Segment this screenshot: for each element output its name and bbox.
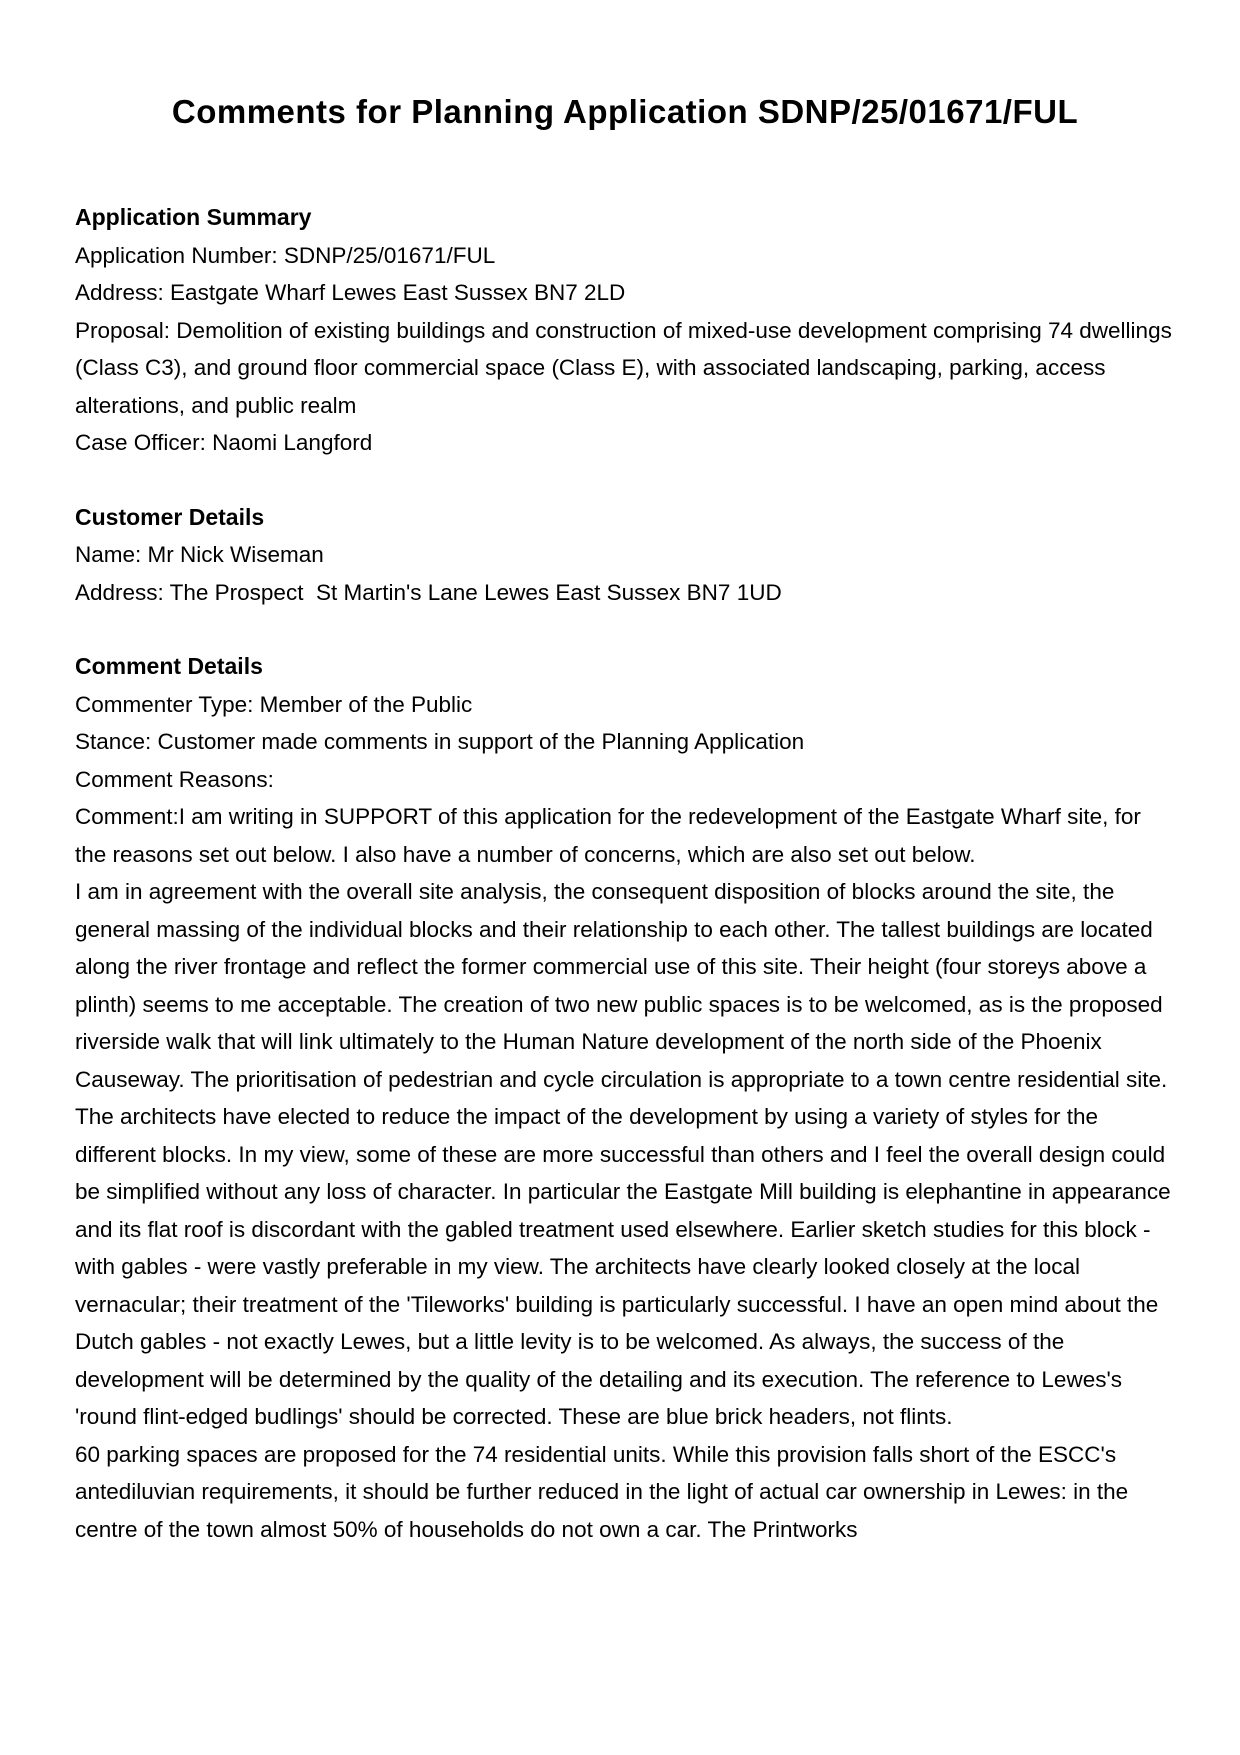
section-application-summary xyxy=(75,199,1179,462)
case-officer-line: Case Officer: Naomi Langford xyxy=(75,430,373,455)
stance-line: Stance: Customer made comments in support of the Planning Application xyxy=(75,729,805,754)
section-customer-details xyxy=(75,499,1175,612)
customer-details-heading: Customer Details xyxy=(75,503,265,530)
page-title: Comments for Planning Application SDNP/25/01671/FUL xyxy=(171,93,1079,130)
section-comment-details xyxy=(75,648,1175,1548)
comment-paragraph-4: 60 parking spaces are proposed for the 74 residential units. While this provision falls short of the ESCC's antediluvian requirements, it should be further reduced in the light of actual car ownership in Lewes: in the centre of the town almost 50% of households do not own a car. The Printworks xyxy=(75,1441,1135,1542)
comment-details-heading: Comment Details xyxy=(75,653,263,679)
comment-paragraph-1: Comment:I am writing in SUPPORT of this application for the redevelopment of the Eastgate Wharf site, for the reasons set out below. I also have a number of concerns, which are also set out below. xyxy=(75,804,1148,867)
application-summary-heading: Application Summary xyxy=(75,204,312,230)
customer-address-line: Address: The Prospect St Martin's Lane Lewes East Sussex BN7 1UD xyxy=(75,579,782,605)
application-proposal-line: Proposal: Demolition of existing buildings and construction of mixed-use development comprising 74 dwellings (Class C3), and ground floor commercial space (Class E), with associated landscaping, parking, access alterations, and public realm xyxy=(75,317,1179,418)
application-number-line: Application Number: SDNP/25/01671/FUL xyxy=(75,242,496,268)
customer-name-line: Name: Mr Nick Wiseman xyxy=(75,542,324,567)
comment-reasons-line: Comment Reasons: xyxy=(75,766,274,792)
commenter-type-line: Commenter Type: Member of the Public xyxy=(75,691,473,717)
application-address-line: Address: Eastgate Wharf Lewes East Sussex BN7 2LD xyxy=(75,280,626,305)
comment-paragraph-2: I am in agreement with the overall site analysis, the consequent disposition of blocks around the site, the general massing of the individual blocks and their relationship to each other. The tallest buildings are located along the river frontage and reflect the former commercial use of this site. Their height (four storeys above a plinth) seems to me acceptable. The creation of two new public spaces is to be welcomed, as is the proposed riverside walk that will link ultimately to the Human Nature development of the north side of the Phoenix Causeway. The prioritisation of pedestrian and cycle circulation is appropriate to a town centre residential site. xyxy=(75,879,1169,1092)
document-content xyxy=(75,0,1179,1548)
comment-paragraph-3: The architects have elected to reduce the impact of the development by using a variety of styles for the different blocks. In my view, some of these are more successful than others and I feel the overall design could be simplified without any loss of character. In particular the Eastgate Mill building is elephantine in appearance and its flat roof is discordant with the gabled treatment used elsewhere. Earlier sketch studies for this block - with gables - were vastly preferable in my view. The architects have clearly looked closely at the local vernacular; their treatment of the 'Tileworks' building is particularly successful. I have an open mind about the Dutch gables - not exactly Lewes, but a little levity is to be welcomed. As always, the success of the development will be determined by the quality of the detailing and its execution. The reference to Lewes's 'round flint-edged budlings' should be corrected. These are blue brick headers, not flints. xyxy=(75,1104,1177,1429)
